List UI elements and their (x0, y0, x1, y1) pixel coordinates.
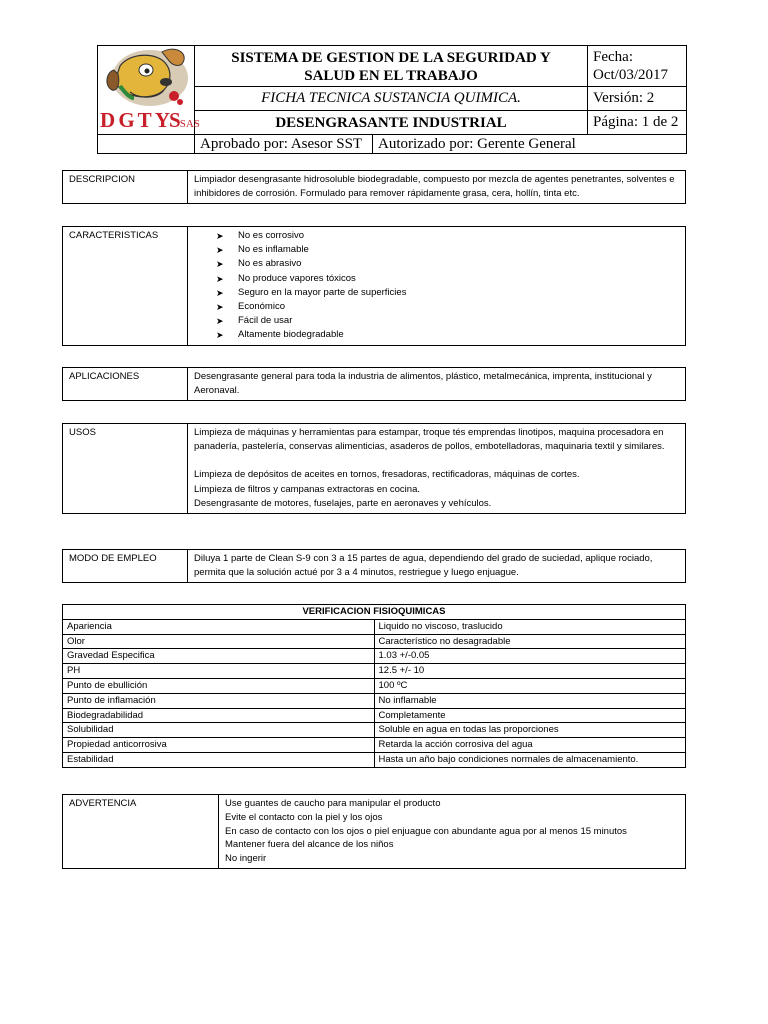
property-name: Solubilidad (63, 723, 375, 738)
document-subtitle: FICHA TECNICA SUSTANCIA QUIMICA. (195, 87, 588, 111)
property-name: Punto de ebullición (63, 678, 375, 693)
table-row (63, 649, 686, 664)
warning-line: No ingerir (225, 853, 267, 865)
descripcion-text: Limpiador desengrasante hidrosoluble biodegradable, compuesto por mezcla de agentes penetrantes, solventes e inhibidores de corrosión. Formulado para remover rápidamente grasa, cera, hollín, tinta etc. (188, 171, 686, 204)
warning-line: Mantener fuera del alcance de los niños (225, 839, 394, 851)
table-row (63, 738, 686, 753)
advertencia-section (62, 794, 686, 869)
caracteristicas-label: CARACTERISTICAS (63, 227, 188, 346)
fecha-value: Oct/03/2017 (593, 67, 668, 83)
advertencia-label: ADVERTENCIA (63, 795, 219, 869)
property-value: Liquido no viscoso, traslucido (374, 619, 686, 634)
usos-paragraph: Limpieza de filtros y campanas extractoras en cocina. (194, 483, 420, 495)
system-title (195, 46, 588, 87)
property-name: Punto de inflamación (63, 693, 375, 708)
system-title-line2: SALUD EN EL TRABAJO (304, 68, 478, 84)
list-item: ➤ Fácil de usar (216, 314, 679, 328)
system-title-line1: SISTEMA DE GESTION DE LA SEGURIDAD Y (231, 50, 551, 66)
property-name: PH (63, 664, 375, 679)
aplicaciones-label: APLICACIONES (63, 368, 188, 401)
property-name: Estabilidad (63, 752, 375, 767)
table-row (63, 752, 686, 767)
table-row (63, 664, 686, 679)
usos-text (188, 424, 686, 514)
property-value: Soluble en agua en todas las proporciones (374, 723, 686, 738)
autorizado-por: Autorizado por: Gerente General (373, 135, 687, 154)
descripcion-section (62, 170, 686, 204)
property-value: No inflamable (374, 693, 686, 708)
property-name: Olor (63, 634, 375, 649)
advertencia-text (219, 795, 686, 869)
verificacion-title: VERIFICACION FISIOQUIMICAS (63, 605, 686, 620)
product-name: DESENGRASANTE INDUSTRIAL (195, 111, 588, 135)
property-value: Retarda la acción corrosiva del agua (374, 738, 686, 753)
caracteristicas-list (188, 229, 679, 343)
usos-paragraph: Limpieza de depósitos de aceites en tornos, fresadoras, rectificadoras, máquinas de cortes. (194, 469, 580, 481)
property-name: Biodegradabilidad (63, 708, 375, 723)
property-value: Completamente (374, 708, 686, 723)
logo-brand-text: D G T YS (100, 108, 180, 132)
property-value: Hasta un año bajo condiciones normales de almacenamiento. (374, 752, 686, 767)
list-item: ➤ Económico (216, 300, 679, 314)
table-row (63, 619, 686, 634)
company-logo (100, 46, 200, 138)
usos-section (62, 423, 686, 514)
table-row (63, 678, 686, 693)
usos-paragraph: Limpieza de máquinas y herramientas para estampar, troque tés emprendas linotipos, maquina procesadora en panadería, pastelería, conservas alimenticias, asaderos de pollos, embotelladoras, maquinaria textil y similares. (194, 427, 665, 453)
usos-paragraph: Desengrasante de motores, fuselajes, parte en aeronaves y vehículos. (194, 497, 492, 509)
table-row (63, 634, 686, 649)
caracteristicas-section (62, 226, 686, 346)
list-item: ➤ No es corrosivo (216, 229, 679, 243)
logo-sas-text: SAS (179, 118, 200, 130)
property-value: 100 ºC (374, 678, 686, 693)
property-value: 1.03 +/-0.05 (374, 649, 686, 664)
descripcion-label: DESCRIPCION (63, 171, 188, 204)
modo-empleo-label: MODO DE EMPLEO (63, 550, 188, 583)
list-item: ➤ No es inflamable (216, 243, 679, 257)
page-number: Página: 1 de 2 (588, 111, 687, 135)
table-row (63, 723, 686, 738)
aplicaciones-text: Desengrasante general para toda la industria de alimentos, plástico, metalmecánica, imprenta, institucional y Aeronaval. (188, 368, 686, 401)
table-row (63, 693, 686, 708)
aplicaciones-section (62, 367, 686, 401)
list-item: ➤ Altamente biodegradable (216, 328, 679, 342)
property-value: 12.5 +/- 10 (374, 664, 686, 679)
table-row (63, 708, 686, 723)
aprobado-por: Aprobado por: Asesor SST (195, 135, 373, 154)
property-name: Apariencia (63, 619, 375, 634)
warning-line: Evite el contacto con la piel y los ojos (225, 811, 383, 823)
usos-label: USOS (63, 424, 188, 514)
fecha-label: Fecha: (593, 49, 633, 65)
property-name: Propiedad anticorrosiva (63, 738, 375, 753)
verificacion-table (62, 604, 686, 768)
property-value: Característico no desagradable (374, 634, 686, 649)
warning-line: Use guantes de caucho para manipular el producto (225, 798, 441, 809)
fecha-cell (588, 46, 687, 87)
list-item: ➤ Seguro en la mayor parte de superficies (216, 286, 679, 300)
property-name: Gravedad Especifica (63, 649, 375, 664)
modo-empleo-section (62, 549, 686, 583)
warning-line: En caso de contacto con los ojos o piel enjuague con abundante agua por al menos 15 minutos (225, 825, 627, 837)
list-item: ➤ No es abrasivo (216, 257, 679, 271)
modo-empleo-text: Diluya 1 parte de Clean S-9 con 3 a 15 partes de agua, dependiendo del grado de suciedad, aplique rociado, permita que la solución actué por 3 a 4 minutos, restriegue y luego enjuague. (188, 550, 686, 583)
version-value: Versión: 2 (588, 87, 687, 111)
list-item: ➤ No produce vapores tóxicos (216, 272, 679, 286)
